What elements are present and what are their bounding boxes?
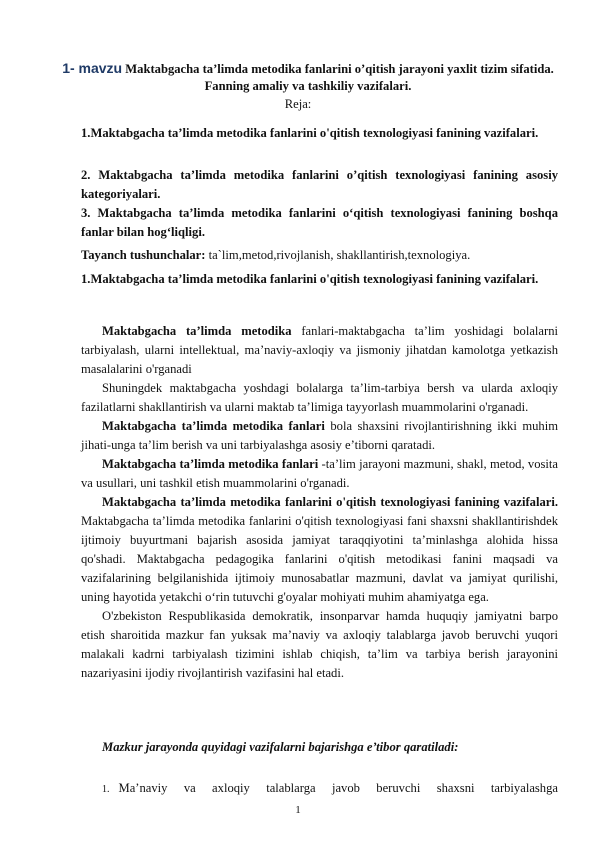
paragraph-5 — [81, 493, 558, 607]
body-text — [81, 322, 558, 683]
paragraph-1 — [81, 322, 558, 379]
paragraph-6: O'zbekiston Respublikasida demokratik, insonparvar hamda huquqiy jamiyatni barpo etish sharoitida mazkur fan yuksak ma’naviy va axloqiy talablarga javob beruvchi yuqori malakali kadrni tarbiyalash tizimini ishlab chiqish, ta’lim va tarbiya berish jarayonini nazariyasini ijodiy rivojlantirish vazifasini hal etadi. — [81, 609, 558, 680]
list-item-number: 1. — [102, 784, 110, 795]
topic-number: 1- mavzu — [62, 60, 123, 76]
page-number: 1 — [295, 804, 301, 816]
paragraph-2: Shuningdek maktabgacha yoshdagi bolalarga ta’lim-tarbiya bersh va ularda axloqiy fazilatlarni shakllantirish va ularni maktab ta’limiga tayyorlash muammolarini o'rganadi. — [81, 381, 558, 414]
list-item-text: Ma’naviy va axloqiy talablarga javob beruvchi shaxsni tarbiyalashga — [118, 781, 558, 795]
tasks-heading: Mazkur jarayonda quyidagi vazifalarni bajarishga e’tibor qaratiladi: — [102, 740, 459, 754]
paragraph-1-bold: Maktabgacha ta’limda metodika — [102, 324, 292, 338]
plan-item-3: 3. Maktabgacha ta’limda metodika fanlarini o‘qitish texnologiyasi fanining boshqa fanlar bilan hog‘liqligi. — [81, 206, 558, 239]
keywords — [81, 246, 558, 265]
section-heading: 1.Maktabgacha ta’limda metodika fanlarini o'qitish texnologiyasi fanining vazifalari. — [81, 272, 539, 286]
plan-item-2: 2. Maktabgacha ta’limda metodika fanlarini o’qitish texnologiyasi fanining asosiy kategoriyalari. — [81, 168, 558, 201]
plan-item-1: 1.Maktabgacha ta’limda metodika fanlarini o'qitish texnologiyasi fanining vazifalari. — [81, 126, 539, 140]
topic-title: Maktabgacha ta’limda metodika fanlarini o’qitish jarayoni yaxlit tizim sifatida. Fanning amaliy va tashkiliy vazifalari. — [125, 62, 554, 93]
paragraph-1-text: fanlari-maktabgacha ta’lim yoshidagi bolalarni tarbiyalash, ularni intellektual, ma’naviy-axloqiy va jismoniy jihatdan kamolotga yetkazish masalalarini o'rganadi — [81, 324, 558, 376]
plan-label: Reja: — [284, 97, 312, 111]
page-title — [60, 60, 556, 95]
paragraph-3-bold: Maktabgacha ta’limda metodika fanlari — [102, 419, 325, 433]
list-item — [102, 779, 558, 799]
paragraph-3-text: bola shaxsini rivojlantirishning ikki muhim jihati-unga ta’lim berish va uni tarbiyalashga asosiy e’tiborni qaratadi. — [81, 419, 559, 452]
paragraph-4 — [81, 455, 558, 493]
paragraph-5-text: Maktabgacha ta’limda metodika fanlarini o'qitish texnologiyasi fani shaxsni shakllantirishdek ijtimoiy buyurtmani bajarish asosida jamiyat taraqqiyotini ta’minlashga alohida hissa qo'shadi. Maktabgacha pedagogika fanlarini o'qitish metodikasi fanini maqsadi va vazifalarining belgilanishida ijtimoiy munosabatlar mazmuni, davlat va jamiyat qurilishi, uning hayotida yetakchi o‘rin tutuvchi g'oyalar mohiyati muhim ahamiyatga ega. — [81, 514, 558, 604]
paragraph-5-bold: Maktabgacha ta’limda metodika fanlarini o'qitish texnologiyasi fanining vazifalari. — [102, 495, 558, 509]
paragraph-4-text: -ta’lim jarayoni mazmuni, shakl, metod, vosita va usullari, uni tashkil etish muammolarini o'rganadi. — [81, 457, 558, 490]
keywords-label: Tayanch tushunchalar: — [81, 248, 206, 262]
paragraph-4-bold: Maktabgacha ta’limda metodika fanlari — [102, 457, 319, 471]
keywords-text: ta`lim,metod,rivojlanish, shakllantirish,texnologiya. — [205, 248, 471, 262]
paragraph-3 — [81, 417, 558, 455]
